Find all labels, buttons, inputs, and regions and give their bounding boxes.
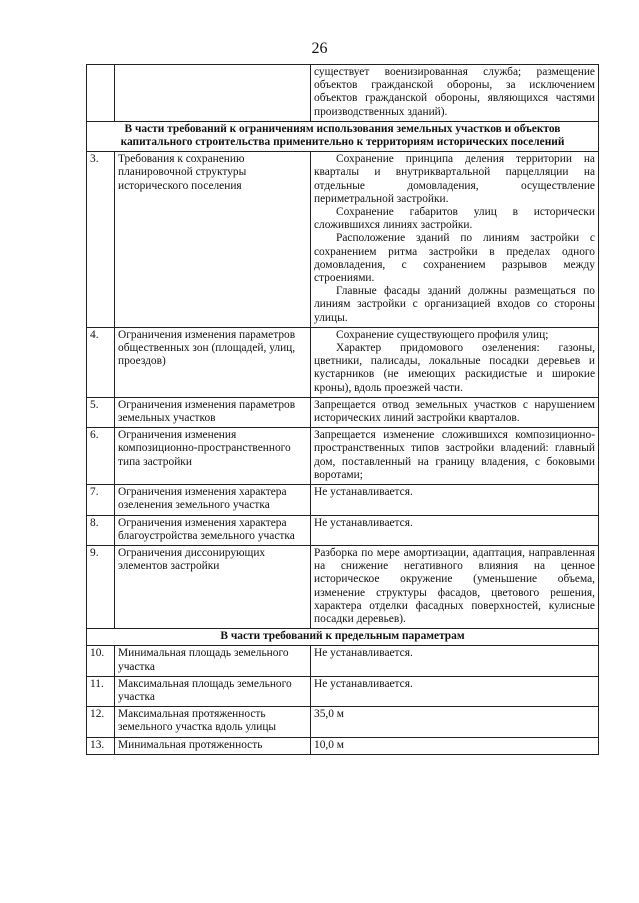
requirement-value: существует военизированная служба; размещение объектов гражданской обороны, за исключением объектов гражданской обороны, являющихся частями производственных зданий). <box>311 65 599 122</box>
row-number: 6. <box>87 428 115 485</box>
requirement-value <box>311 327 599 397</box>
requirement-name: Максимальная протяженность земельного участка вдоль улицы <box>115 707 311 737</box>
row-number: 3. <box>87 152 115 328</box>
row-number: 7. <box>87 485 115 515</box>
table-row <box>87 397 599 427</box>
requirement-value: Не устанавливается. <box>311 515 599 545</box>
requirement-value <box>311 152 599 328</box>
requirement-name <box>115 65 311 122</box>
requirement-name: Минимальная протяженность <box>115 737 311 754</box>
table-row <box>87 152 599 328</box>
section-header-limits: В части требований к предельным параметрам <box>87 629 599 646</box>
requirement-name: Минимальная площадь земельного участка <box>115 646 311 676</box>
table-row <box>87 545 599 628</box>
requirement-value: 35,0 м <box>311 707 599 737</box>
table-row <box>87 737 599 754</box>
row-number <box>87 65 115 122</box>
value-paragraph: Характер придомового озеленения: газоны, цветники, палисады, локальные посадки деревьев и кустарников (не имеющих раскидистые и широкие кроны), вдоль проезжей части. <box>314 342 595 394</box>
row-number: 13. <box>87 737 115 754</box>
requirement-name: Ограничения диссонирующих элементов застройки <box>115 545 311 628</box>
requirement-name: Требования к сохранению планировочной структуры исторического поселения <box>115 152 311 328</box>
row-number: 10. <box>87 646 115 676</box>
table-row-continuation <box>87 65 599 122</box>
row-number: 9. <box>87 545 115 628</box>
requirement-name: Ограничения изменения характера благоустройства земельного участка <box>115 515 311 545</box>
row-number: 11. <box>87 676 115 706</box>
requirement-value: Разборка по мере амортизации, адаптация, направленная на снижение негативного влияния на ценное историческое окружение (уменьшение объема, изменение структуры фасадов, цветового решения, характера отделки фасадных поверхностей, кулисные посадки деревьев). <box>311 545 599 628</box>
row-number: 4. <box>87 327 115 397</box>
requirement-value: 10,0 м <box>311 737 599 754</box>
table-row <box>87 676 599 706</box>
requirement-name: Ограничения изменения характера озеленения земельного участка <box>115 485 311 515</box>
table-row <box>87 707 599 737</box>
requirement-value: Запрещается отвод земельных участков с нарушением исторических линий застройки кварталов. <box>311 397 599 427</box>
requirement-value: Не устанавливается. <box>311 646 599 676</box>
row-number: 8. <box>87 515 115 545</box>
table-row <box>87 327 599 397</box>
value-paragraph: Сохранение принципа деления территории на кварталы и внутриквартальной парцелляции на отдельные домовладения, осуществление периметральной застройки. <box>314 153 595 205</box>
row-number: 12. <box>87 707 115 737</box>
requirement-value: Не устанавливается. <box>311 676 599 706</box>
value-paragraph: Сохранение габаритов улиц в исторически сложившихся линиях застройки. <box>314 206 595 232</box>
table-row <box>87 646 599 676</box>
requirement-name: Ограничения изменения параметров земельных участков <box>115 397 311 427</box>
table-row <box>87 485 599 515</box>
requirement-value: Не устанавливается. <box>311 485 599 515</box>
page-number: 26 <box>311 40 328 57</box>
section-header-row <box>87 629 599 646</box>
value-paragraph: Главные фасады зданий должны размещаться по линиям застройки с организацией входов со стороны улицы. <box>314 285 595 324</box>
row-number: 5. <box>87 397 115 427</box>
requirement-name: Ограничения изменения композиционно-пространственного типа застройки <box>115 428 311 485</box>
requirement-value: Запрещается изменение сложившихся композиционно-пространственных типов застройки владений: главный дом, поставленный на границу владения, с боковыми воротами; <box>311 428 599 485</box>
regulations-table <box>86 64 599 755</box>
table-row <box>87 515 599 545</box>
requirement-name: Ограничения изменения параметров общественных зон (площадей, улиц, проездов) <box>115 327 311 397</box>
value-paragraph: Сохранение существующего профиля улиц; <box>336 328 549 341</box>
table-row <box>87 428 599 485</box>
section-header-row <box>87 121 599 151</box>
value-paragraph: Расположение зданий по линиям застройки с сохранением ритма застройки в пределах одного домовладения, с сохранением разрывов между строениями. <box>314 232 595 285</box>
requirement-name: Максимальная площадь земельного участка <box>115 676 311 706</box>
section-header-historic: В части требований к ограничениям использования земельных участков и объектов капитального строительства применительно к территориям исторических поселений <box>87 121 599 151</box>
